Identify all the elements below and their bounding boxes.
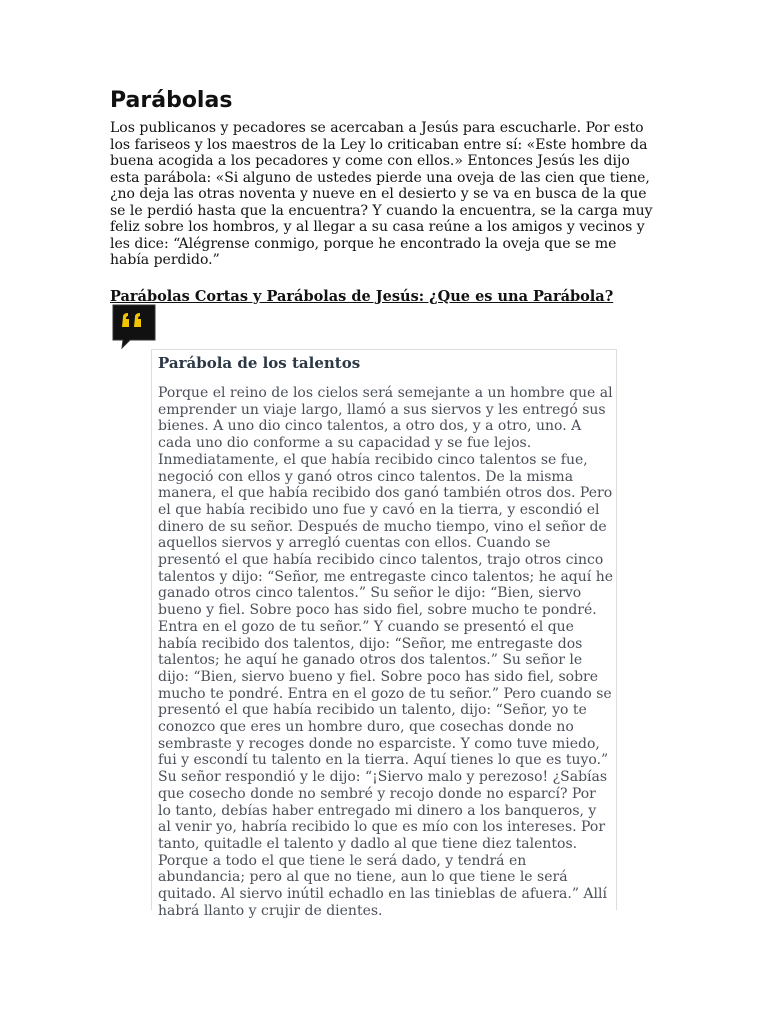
document-page (110, 88, 670, 305)
quote-title: Parábola de los talentos (158, 354, 361, 372)
quote-card (151, 349, 617, 919)
intro-paragraph: Los publicanos y pecadores se acercaban a Jesús para escucharle. Por esto los fariseos y los maestros de la Ley lo criticaban entre sí: «Este hombre da buena acogida a los pecadores y come con ellos.» Entonces Jesús les dijo esta parábola: «Si alguno de ustedes pierde una oveja de las cien que tiene, ¿no deja las otras noventa y nueve en el desierto y se va en busca de la que se le perdió hasta que la encuentra? Y cuando la encuentra, se la carga muy feliz sobre los hombros, y al llegar a su casa reúne a los amigos y vecinos y les dice: “Alégrense conmigo, porque he encontrado la oveja que se me había perdido.” (110, 120, 653, 268)
parables-link[interactable]: Parábolas Cortas y Parábolas de Jesús: ¿Que es una Parábola? (110, 287, 614, 305)
quote-body: Porque el reino de los cielos será semejante a un hombre que al emprender un viaje largo, llamó a sus siervos y les entregó sus bienes. A uno dio cinco talentos, a otro dos, y a otro, uno. A cada uno dio conforme a su capacidad y se fue lejos. Inmediatamente, el que había recibido cinco talentos se fue, negoció con ellos y ganó otros cinco talentos. De la misma manera, el que había recibido dos ganó también otros dos. Pero el que había recibido uno fue y cavó en la tierra, y escondió el dinero de su señor. Después de mucho tiempo, vino el señor de aquellos siervos y arregló cuentas con ellos. Cuando se presentó el que había recibido cinco talentos, trajo otros cinco talentos y dijo: “Señor, me entregaste cinco talentos; he aquí he ganado otros cinco talentos.” Su señor le dijo: “Bien, siervo bueno y fiel. Sobre poco has sido fiel, sobre mucho te pondré. Entra en el gozo de tu señor.” Y cuando se presentó el que había recibido dos talentos, dijo: “Señor, me entregaste dos talentos; he aquí he ganado otros dos talentos.” Su señor le dijo: “Bien, siervo bueno y fiel. Sobre poco has sido fiel, sobre mucho te pondré. Entra en el gozo de tu señor.” Pero cuando se presentó el que había recibido un talento, dijo: “Señor, yo te conozco que eres un hombre duro, que cosechas donde no sembraste y recoges donde no esparciste. Y como tuve miedo, fui y escondí tu talento en la tierra. Aquí tienes lo que es tuyo.” Su señor respondió y le dijo: “¡Siervo malo y perezoso! ¿Sabías que cosecho donde no sembré y recojo donde no esparcí? Por lo tanto, debías haber entregado mi dinero a los banqueros, y al venir yo, habría recibido lo que es mío con los intereses. Por tanto, quitadle el talento y dadlo al que tiene diez talentos. Porque a todo el que tiene le será dado, y tendrá en abundancia; pero al que no tiene, aun lo que tiene le será quitado. Al siervo inútil echadlo en las tinieblas de afuera.” Allí habrá llanto y crujir de dientes. (158, 385, 613, 919)
page-title: Parábolas (110, 88, 233, 113)
quote-speech-bubble-icon (110, 302, 158, 350)
